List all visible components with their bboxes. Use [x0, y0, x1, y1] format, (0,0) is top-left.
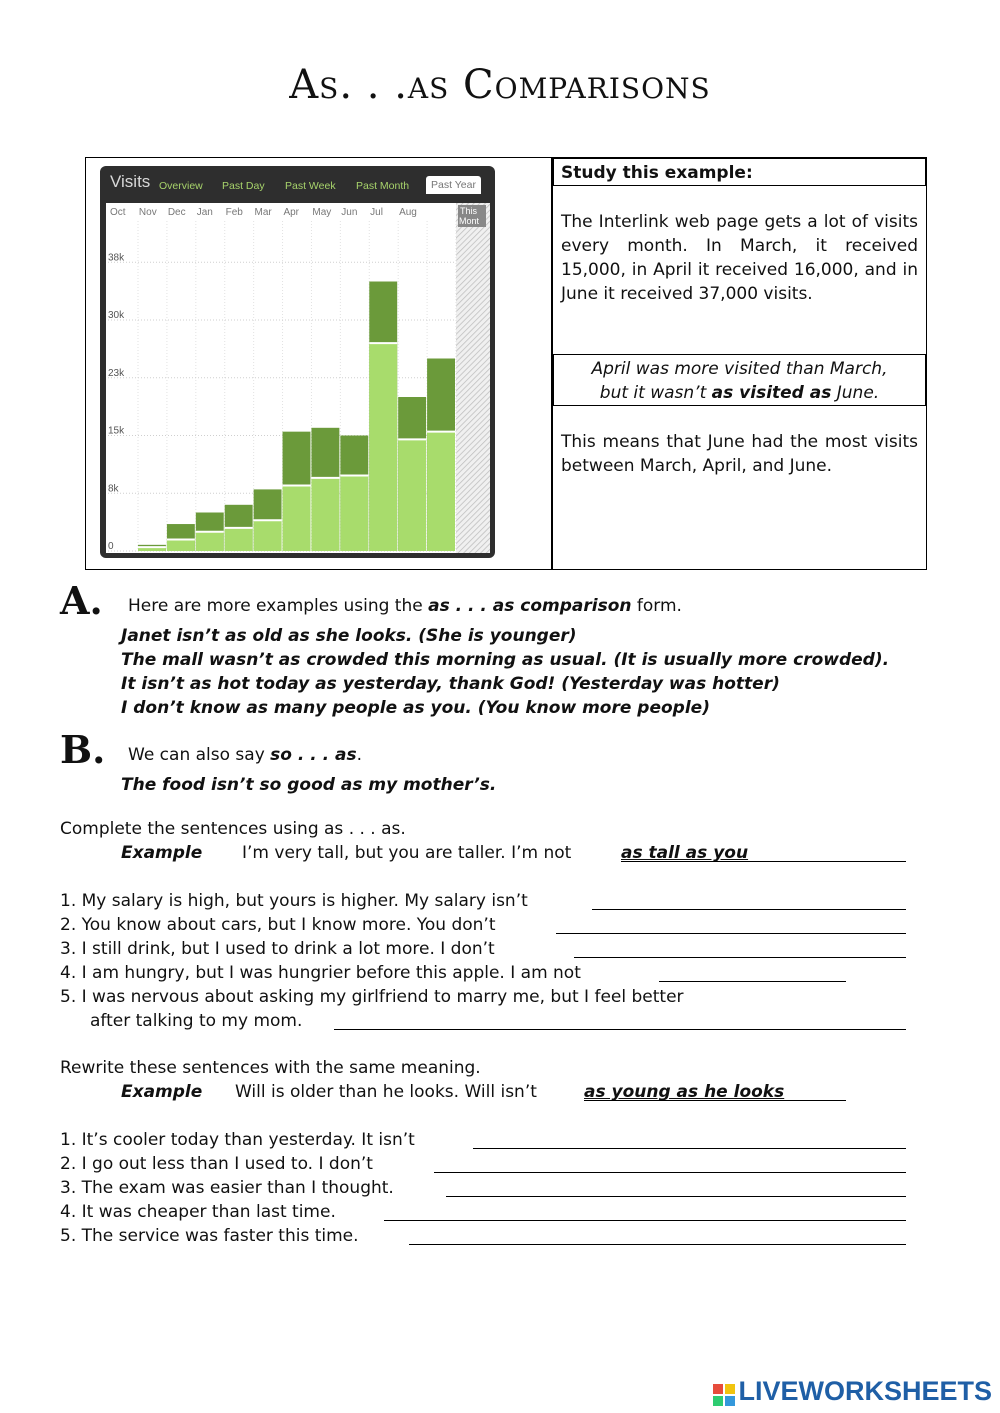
a-example-3: It isn’t as hot today as yesterday, thank God! (Yesterday was hotter)	[121, 674, 780, 694]
exercise2-item-2: 2. I go out less than I used to. I don’t	[60, 1154, 373, 1174]
bar-light	[398, 439, 426, 551]
example-pre: but it wasn’t	[599, 383, 712, 403]
bar-light	[311, 478, 339, 551]
answer-line-1-4[interactable]	[659, 981, 846, 982]
this-month-column	[456, 203, 490, 553]
study-example-line2	[554, 381, 925, 405]
tab-past-day[interactable]: Past Day	[222, 180, 265, 192]
bar-light	[254, 520, 282, 551]
bar-light	[167, 539, 195, 551]
x-tick-label: Oct	[110, 207, 126, 218]
exercise1-item-5-cont: after talking to my mom.	[90, 1011, 303, 1031]
section-b-intro	[128, 743, 362, 767]
study-example-line1: April was more visited than March,	[591, 359, 888, 379]
answer-line-1-3[interactable]	[574, 957, 906, 958]
answer-line-1-1[interactable]	[592, 909, 906, 910]
y-tick-label: 8k	[108, 483, 119, 495]
exercise1-item-1: 1. My salary is high, but yours is higher. My salary isn’t	[60, 891, 528, 911]
y-tick-label: 0	[108, 541, 114, 552]
x-tick-label: Jun	[341, 207, 358, 218]
exercise2-example-text: Will is older than he looks. Will isn’t	[235, 1082, 537, 1102]
section-a-letter: A.	[60, 578, 103, 623]
answer-line-1-2[interactable]	[556, 933, 906, 934]
study-header: Study this example:	[553, 158, 926, 186]
tab-past-month[interactable]: Past Month	[356, 180, 410, 192]
example-post: June.	[831, 383, 880, 403]
x-tick-label: Jan	[196, 207, 213, 218]
x-tick-label: Mont	[459, 216, 480, 226]
a-example-4: I don’t know as many people as you. (You know more people)	[121, 698, 710, 718]
exercise2-example-answer: as young as he looks	[584, 1082, 785, 1102]
logo-text: LIVEWORKSHEETS	[738, 1376, 992, 1406]
a-example-2: The mall wasn’t as crowded this morning as usual. (It is usually more crowded).	[121, 650, 890, 670]
section-b-letter: B.	[60, 727, 106, 772]
y-tick-label: 38k	[108, 252, 125, 264]
b-intro-bold: so . . . as	[270, 745, 357, 765]
x-tick-label: May	[312, 207, 332, 218]
bar-light	[283, 486, 311, 551]
answer-line-2-2[interactable]	[434, 1172, 906, 1173]
example-bold: as visited as	[711, 383, 832, 403]
study-paragraph: The Interlink web page gets a lot of visits every month. In March, it received 15,000, in April it received 16,000, and in June it received 37,000 visits.	[561, 212, 918, 304]
liveworksheets-logo[interactable]	[713, 1376, 992, 1407]
liveworksheets-logo-icon	[713, 1382, 735, 1404]
answer-line-2-3[interactable]	[446, 1196, 906, 1197]
x-tick-label: This	[460, 206, 478, 216]
a-intro-bold: as . . . as comparison	[428, 596, 632, 616]
section-a-intro	[128, 594, 682, 618]
bar-light	[369, 343, 397, 551]
exercise1-example-answer: as tall as you	[621, 843, 749, 863]
tab-overview[interactable]: Overview	[159, 180, 203, 192]
x-tick-label: Jul	[370, 207, 383, 218]
a-intro-pre: Here are more examples using the	[128, 596, 429, 616]
visits-chart	[106, 203, 490, 553]
answer-line-1-5[interactable]	[334, 1029, 906, 1030]
page-title: As. . .as Comparisons	[289, 62, 711, 108]
x-tick-label: Dec	[167, 207, 186, 218]
study-example-box	[553, 354, 926, 406]
answer-line-2-4[interactable]	[384, 1220, 906, 1221]
exercise2-item-1: 1. It’s cooler today than yesterday. It isn’t	[60, 1130, 415, 1150]
answer-line-2-5[interactable]	[409, 1244, 906, 1245]
b-intro-pre: We can also say	[128, 745, 271, 765]
bar-light	[225, 528, 253, 551]
plot-area	[106, 203, 490, 553]
a-intro-post: form.	[631, 596, 682, 616]
bar-light	[427, 432, 455, 551]
study-conclusion: This means that June had the most visits between March, April, and June.	[561, 432, 918, 476]
b-example: The food isn’t so good as my mother’s.	[121, 775, 497, 795]
exercise2-item-4: 4. It was cheaper than last time.	[60, 1202, 336, 1222]
x-tick-label: Nov	[138, 207, 157, 218]
exercise1-item-2: 2. You know about cars, but I know more. You don’t	[60, 915, 496, 935]
x-tick-label: Aug	[399, 207, 417, 218]
exercise1-example-line	[621, 861, 906, 862]
exercise2-item-3: 3. The exam was easier than I thought.	[60, 1178, 394, 1198]
exercise2-example-label: Example	[121, 1082, 203, 1102]
x-tick-label: Apr	[283, 207, 300, 218]
exercise1-item-5: 5. I was nervous about asking my girlfriend to marry me, but I feel better	[60, 987, 684, 1007]
exercise2-example-line	[584, 1100, 846, 1101]
exercise1-instruction: Complete the sentences using as . . . as.	[60, 819, 406, 839]
exercise2-instruction: Rewrite these sentences with the same meaning.	[60, 1058, 481, 1078]
a-example-1: Janet isn’t as old as she looks. (She is younger)	[121, 626, 577, 646]
exercise2-item-5: 5. The service was faster this time.	[60, 1226, 359, 1246]
y-tick-label: 15k	[108, 425, 125, 437]
tab-past-week[interactable]: Past Week	[285, 180, 336, 192]
bar-light	[340, 476, 368, 551]
y-tick-label: 30k	[108, 310, 125, 321]
exercise1-item-3: 3. I still drink, but I used to drink a lot more. I don’t	[60, 939, 495, 959]
widget-title: Visits	[110, 172, 151, 191]
b-intro-post: .	[356, 745, 363, 765]
exercise1-example-label: Example	[121, 843, 203, 863]
x-tick-label: Feb	[225, 207, 243, 218]
x-tick-label: Mar	[254, 207, 272, 218]
y-tick-label: 23k	[108, 367, 125, 379]
answer-line-2-1[interactable]	[473, 1148, 906, 1149]
tab-past-year[interactable]: Past Year	[426, 176, 481, 194]
exercise1-item-4: 4. I am hungry, but I was hungrier before this apple. I am not	[60, 963, 581, 983]
exercise1-example-text: I’m very tall, but you are taller. I’m not	[242, 843, 572, 863]
bar-light	[196, 532, 224, 551]
